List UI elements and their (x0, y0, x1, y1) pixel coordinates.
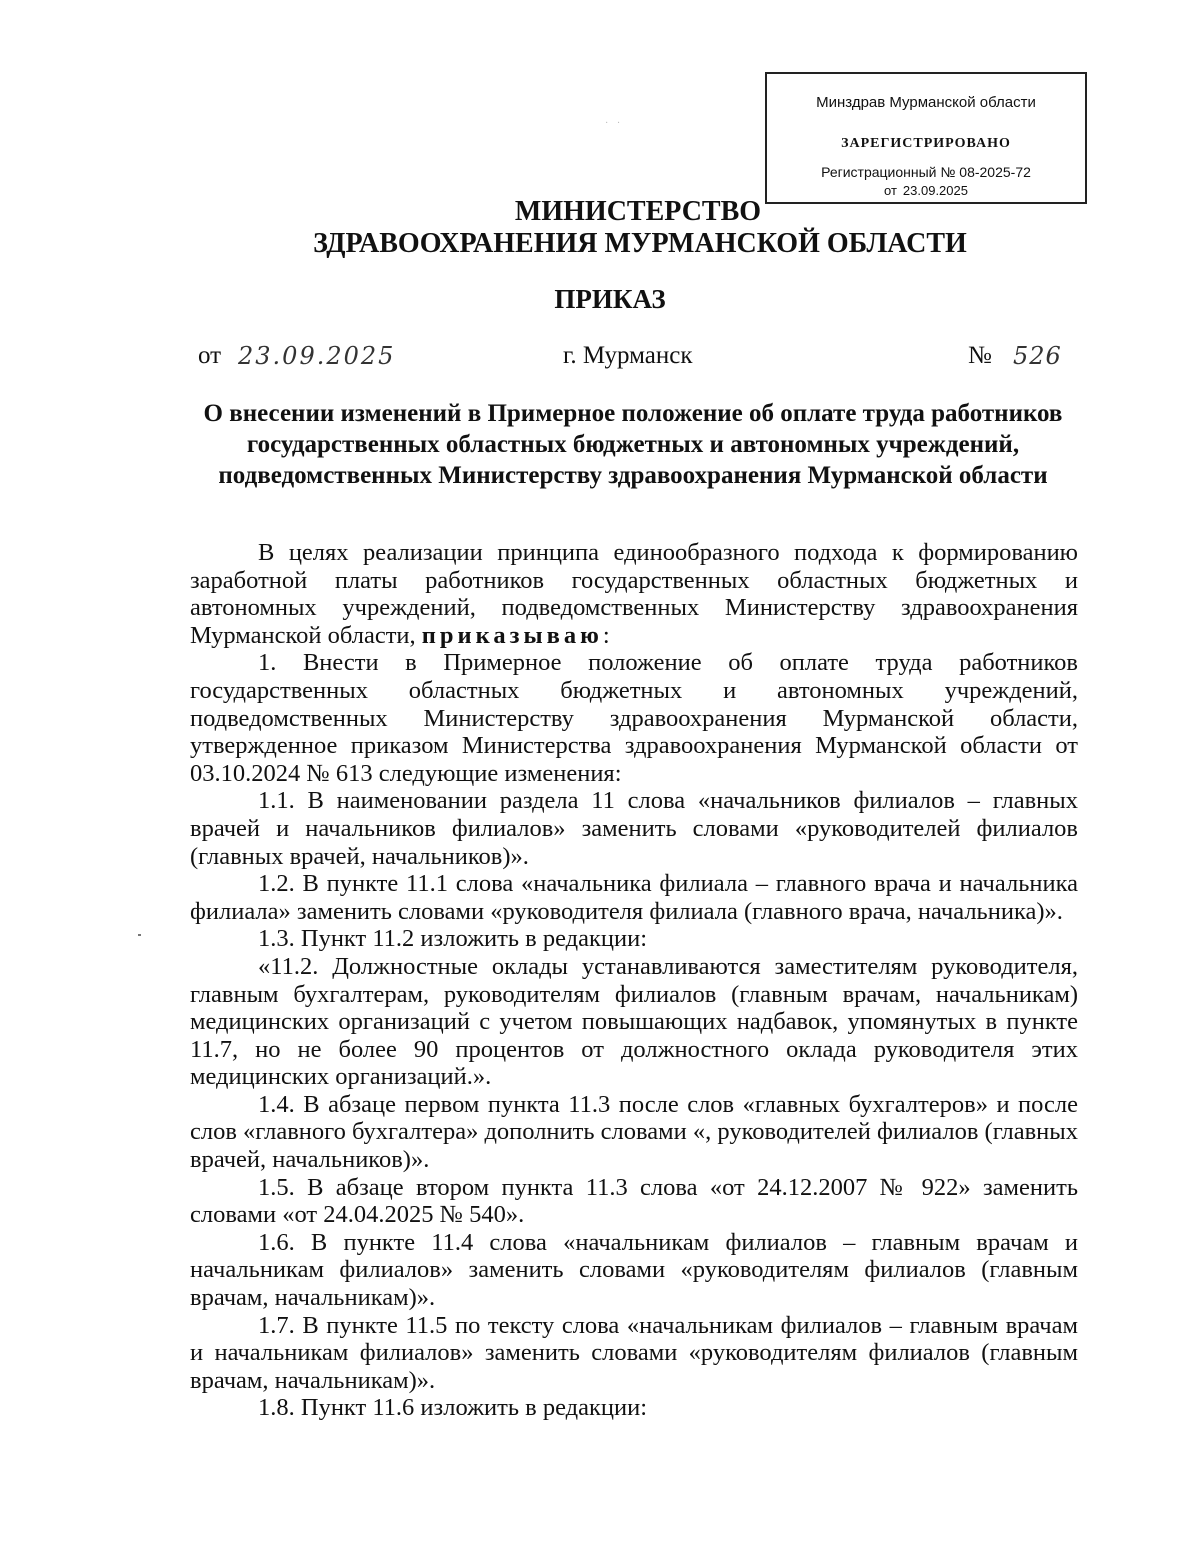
paragraph-1-8: 1.8. Пункт 11.6 изложить в редакции: (258, 1394, 648, 1422)
paragraph-1-7: 1.7. В пункте 11.5 по тексту слова «начальникам филиалов – главным врачам и начальникам филиалов» заменить словами «руководителям филиалов (главным врачам, начальникам)». (190, 1311, 1078, 1394)
paragraph-1: 1. Внести в Примерное положение об оплате труда работников государственных областных бюджетных и автономных учреждений, подведомственных Министерству здравоохранения Мурманской области, утвержденное приказом Министерства здравоохранения Мурманской области от 03.10.2024 № 613 следующие изменения: (190, 649, 1078, 787)
preamble-text: В целях реализации принципа единообразного подхода к формированию заработной платы работников государственных областных бюджетных и автономных учреждений, подведомственных Министерству здравоохранения Мурманской области, (190, 539, 1078, 649)
order-city: г. Мурманск (563, 342, 693, 369)
paragraph-1-4: 1.4. В абзаце первом пункта 11.3 после слов «главных бухгалтеров» и после слов «главного бухгалтера» дополнить словами «, руководителей филиалов (главных врачей, начальников)». (190, 1090, 1078, 1174)
ministry-title-line1: МИНИСТЕРСТВО (514, 196, 762, 227)
ministry-header (0, 196, 1200, 260)
stamp-registration-number: Регистрационный № 08-2025-72 (821, 164, 1031, 180)
stamp-date-label: от (884, 183, 897, 198)
order-number-handwritten: 526 (1013, 342, 1062, 370)
stamp-date-value: 23.09.2025 (902, 183, 968, 198)
order-word: приказываю (421, 621, 603, 649)
paragraph-1-5: 1.5. В абзаце втором пункта 11.3 слова «от 24.12.2007 № 922» заменить словами «от 24.04.2025 № 540». (190, 1173, 1078, 1229)
document-type: ПРИКАЗ (554, 284, 666, 314)
order-subject: О внесении изменений в Примерное положение об оплате труда работников государственных областных бюджетных и автономных учреждений, подведомственных Министерству здравоохранения Мурманской области (203, 400, 1063, 489)
ministry-title-line2: ЗДРАВООХРАНЕНИЯ МУРМАНСКОЙ ОБЛАСТИ (313, 228, 967, 259)
stamp-status: ЗАРЕГИСТРИРОВАНО (841, 136, 1011, 151)
order-date-label: от (198, 342, 222, 369)
order-number-label: № (968, 342, 992, 369)
order-meta-row (0, 342, 1200, 382)
order-date-handwritten: 23.09.2025 (238, 342, 396, 370)
registration-stamp (765, 72, 1087, 204)
quoted-paragraph-11-2: «11.2. Должностные оклады устанавливаются заместителям руководителя, главным бухгалтерам, руководителям филиалов (главным врачам, начальникам) медицинских организаций с учетом повышающих надбавок, упомянутых в пункте 11.7, но не более 90 процентов от должностного оклада руководителя этих медицинских организаций.». (190, 952, 1078, 1091)
margin-speck (138, 934, 141, 936)
scan-specks: · · (605, 118, 624, 129)
paragraph-1-1: 1.1. В наименовании раздела 11 слова «начальников филиалов – главных врачей и начальников филиалов» заменить словами «руководителей филиалов (главных врачей, начальников)». (190, 787, 1078, 870)
order-body (190, 539, 1078, 1422)
preamble-paragraph (190, 539, 1078, 649)
paragraph-1-6: 1.6. В пункте 11.4 слова «начальникам филиалов – главным врачам и начальникам филиалов» заменить словами «руководителям филиалов (главным врачам, начальникам)». (190, 1228, 1078, 1312)
paragraph-1-3: 1.3. Пункт 11.2 изложить в редакции: (258, 925, 648, 953)
paragraph-1-2: 1.2. В пункте 11.1 слова «начальника филиала – главного врача и начальника филиала» заменить словами «руководителя филиала (главного врача, начальника)». (190, 870, 1078, 925)
stamp-organization: Минздрав Мурманской области (816, 94, 1036, 111)
preamble-suffix: : (602, 621, 610, 649)
